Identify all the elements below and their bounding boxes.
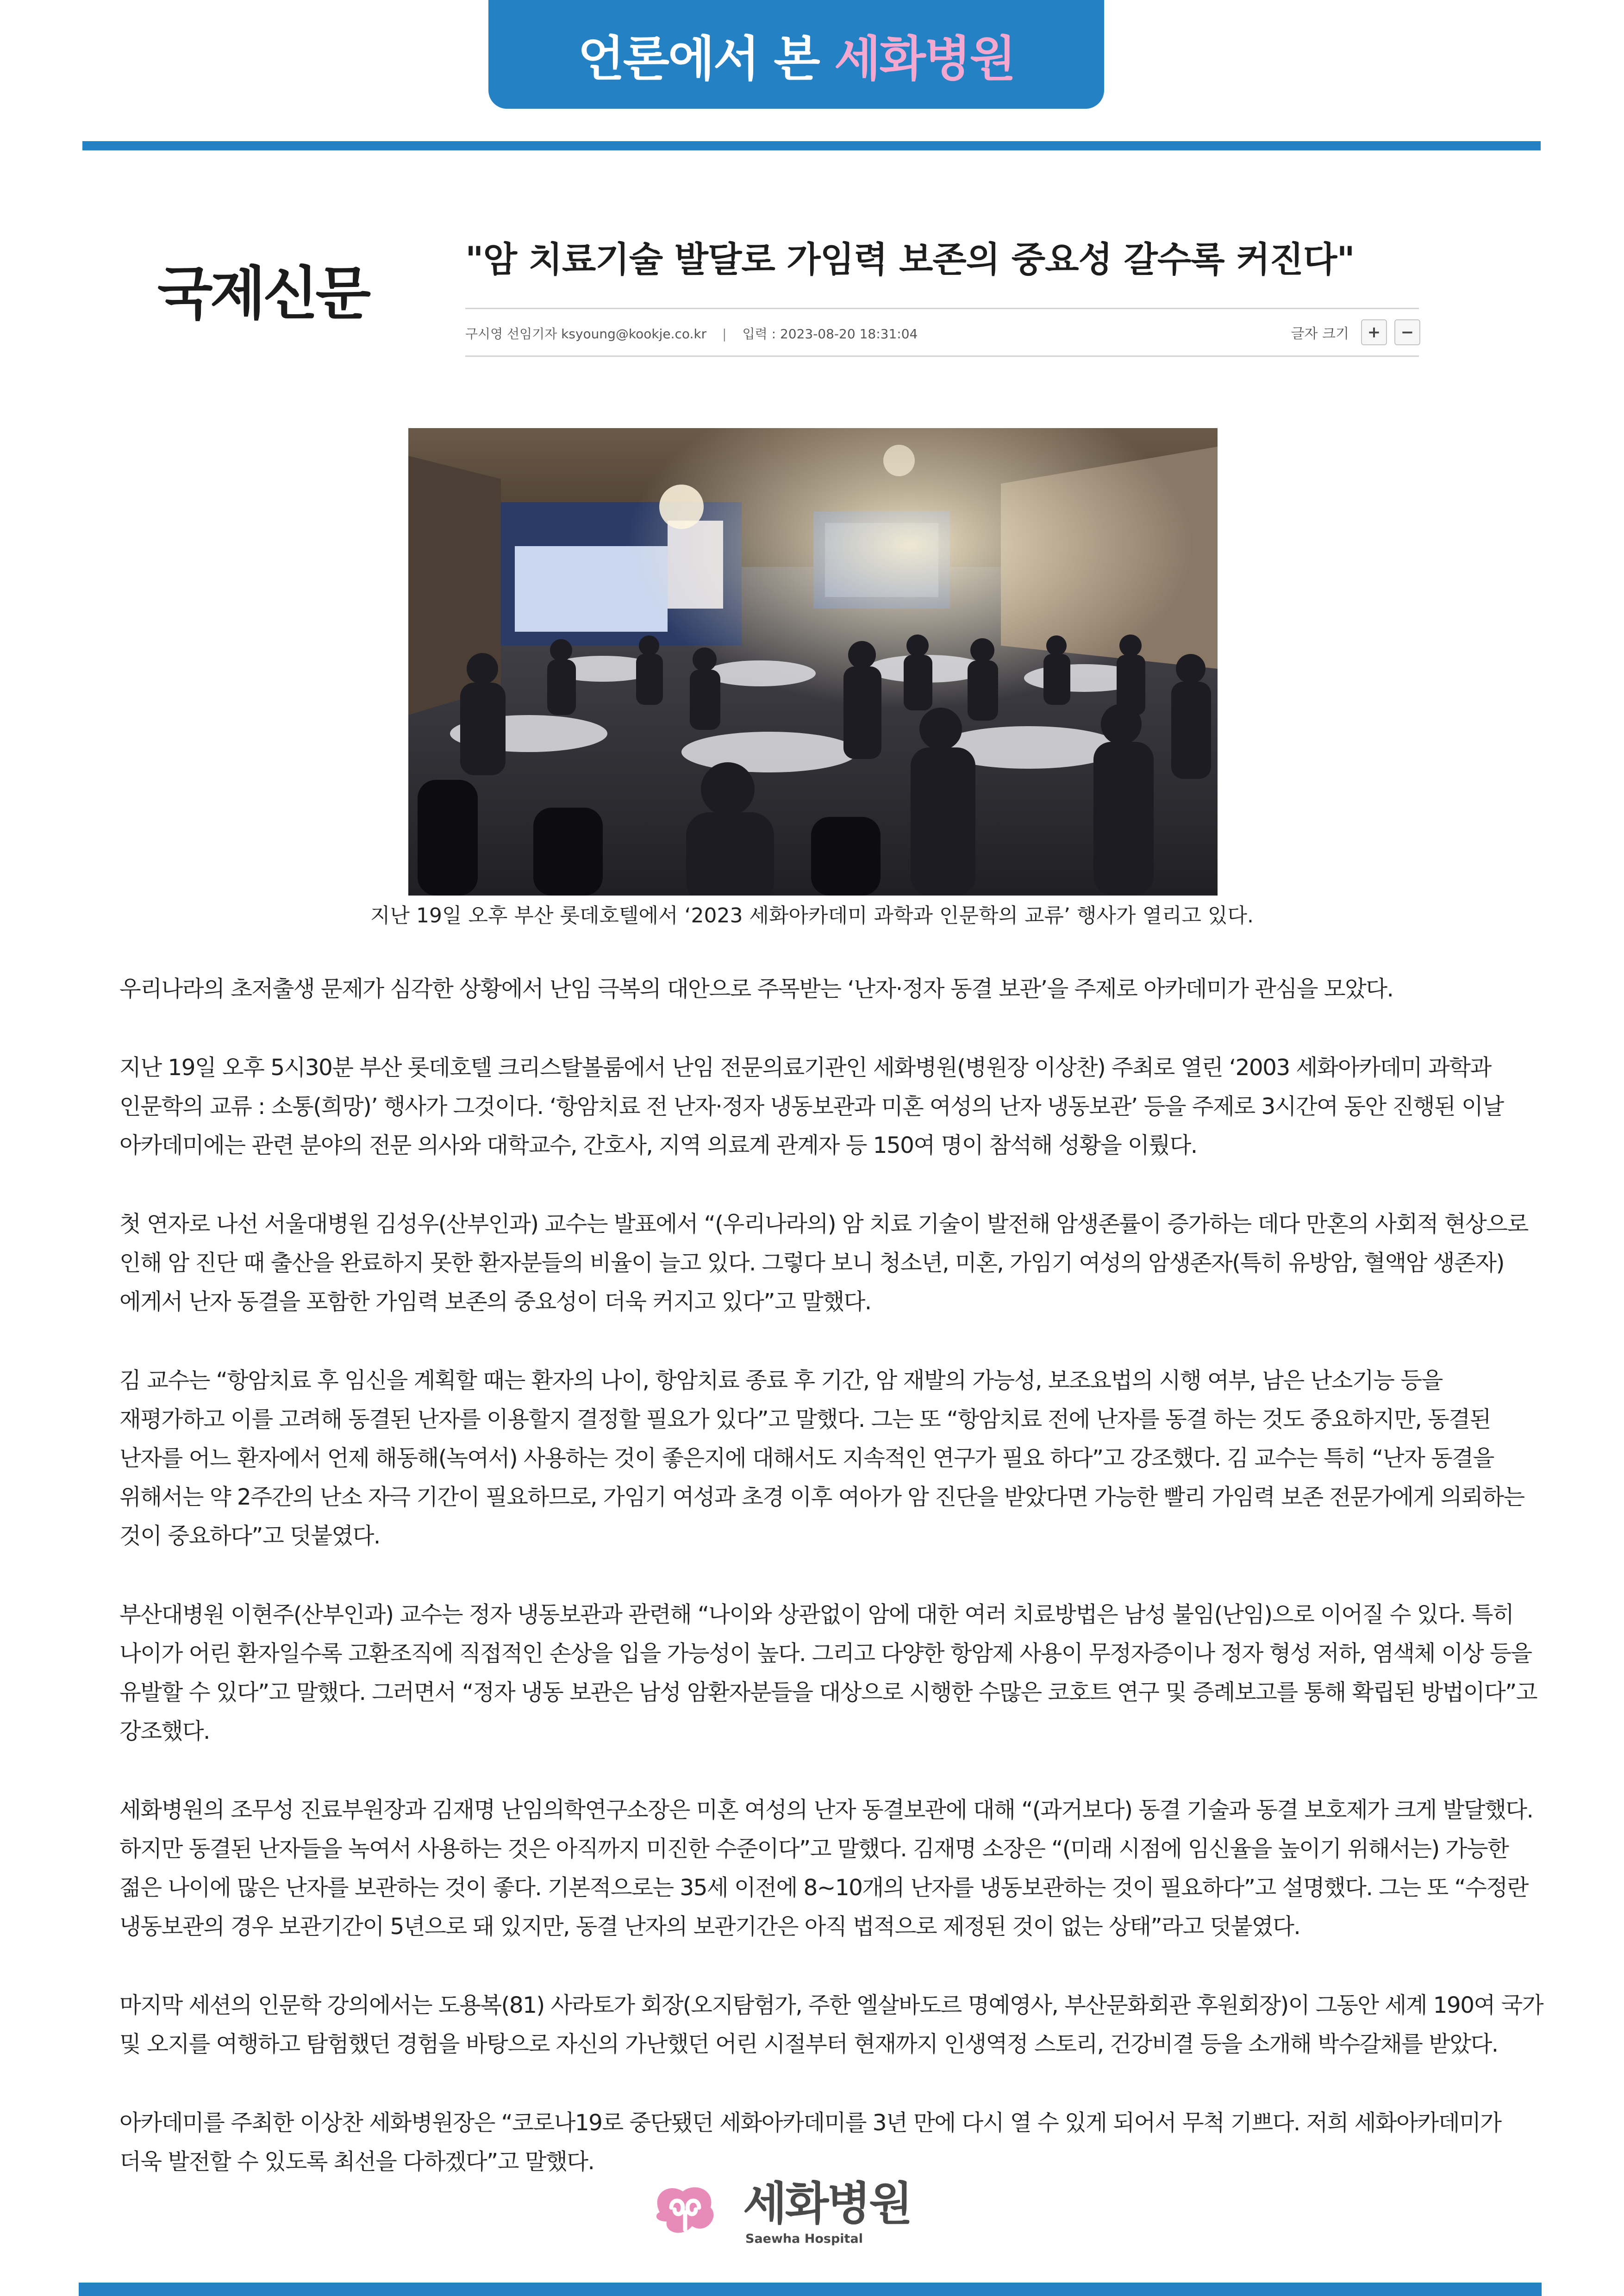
article-headline: "암 치료기술 발달로 가임력 보존의 중요성 갈수록 커진다" [465,239,1355,280]
hospital-name-ko: 세화병원 [743,2178,911,2230]
article-paragraph: 부산대병원 이현주(산부인과) 교수는 정자 냉동보관과 관련해 “나이와 상관없이 암에 대한 여러 치료방법은 남성 불임(난임)으로 이어질 수 있다. 특히 나이가 어린 환자일수록 고환조직에 직접적인 손상을 입을 가능성이 높다. 그리고 다양한 항암제 사용이 무정자증이나 정자 형성 저하, 염색체 이상 등을 유발할 수 있다”고 말했다. 그러면서 “정자 냉동 보관은 남성 암환자분들을 대상으로 시행한 수많은 코호트 연구 및 증례보고를 통해 확립된 방법이다”고 강조했다. [119,1602,1537,1744]
meta-divider-bottom [465,355,1419,357]
meta-separator: | [722,326,727,342]
article-paragraph: 김 교수는 “항암치료 후 임신을 계획할 때는 환자의 나이, 항암치료 종료 후 기간, 암 재발의 가능성, 보조요법의 시행 여부, 남은 난소기능 등을 재평가하고 이를 고려해 동결된 난자를 이용할지 결정할 필요가 있다”고 말했다. 그는 또 “항암치료 전에 난자를 동결 하는 것도 중요하지만, 동결된 난자를 어느 환자에서 언제 해동해(녹여서) 사용하는 것이 좋은지에 대해서도 지속적인 연구가 필요 하다”고 강조했다. 김 교수는 특히 “난자 동결을 위해서는 약 2주간의 난소 자극 기간이 필요하므로, 가임기 여성과 초경 이후 여아가 암 진단을 받았다면 가능한 빨리 가임력 보존 전문가에게 의뢰하는 것이 중요하다”고 덧붙였다. [119,1368,1524,1549]
font-increase-button[interactable]: + [1361,319,1387,345]
banner-title [578,20,1015,89]
byline: 구시영 선임기자 ksyoung@kookje.co.kr [465,326,707,342]
newspaper-logo: 국제신문 [157,260,369,327]
article-paragraph: 아카데미를 주최한 이상찬 세화병원장은 “코로나19로 중단됐던 세화아카데미를 3년 만에 다시 열 수 있게 되어서 무척 기쁘다. 저희 세화아카데미가 더욱 발전할 수 있도록 최선을 다하겠다”고 말했다. [119,2110,1501,2175]
banner-prefix: 언론에서 본 [578,30,834,87]
font-size-label: 글자 크기 [1291,326,1349,342]
article-paragraph: 우리나라의 초저출생 문제가 심각한 상황에서 난임 극복의 대안으로 주목받는 ‘난자·정자 동결 보관’을 주제로 아카데미가 관심을 모았다. [119,976,1393,1002]
publish-date: 입력 : 2023-08-20 18:31:04 [742,326,918,342]
conference-hall-illustration [408,428,1218,896]
meta-divider-top [465,308,1419,309]
article-paragraph: 첫 연자로 나선 서울대병원 김성우(산부인과) 교수는 발표에서 “(우리나라의) 암 치료 기술이 발전해 암생존률이 증가하는 데다 만혼의 사회적 현상으로 인해 암 진단 때 출산을 완료하지 못한 환자분들의 비율이 늘고 있다. 그렇다 보니 청소년, 미혼, 가임기 여성의 암생존자(특히 유방암, 혈액암 생존자)에게서 난자 동결을 포함한 가임력 보존의 중요성이 더욱 커지고 있다”고 말했다. [119,1211,1528,1315]
font-decrease-button[interactable]: − [1394,319,1420,345]
top-divider [82,141,1541,150]
banner-accent: 세화병원 [834,30,1015,87]
article-paragraph: 지난 19일 오후 5시30분 부산 롯데호텔 크리스탈볼룸에서 난임 전문의료기관인 세화병원(병원장 이상찬) 주최로 열린 ‘2003 세화아카데미 과학과 인문학의 교류 : 소통(희망)’ 행사가 그것이다. ‘항암치료 전 난자·정자 냉동보관과 미혼 여성의 난자 냉동보관’ 등을 주제로 3시간여 동안 진행된 이날 아카데미에는 관련 분야의 전문 의사와 대학교수, 간호사, 지역 의료계 관계자 등 150여 명이 참석해 성황을 이뤘다. [119,1055,1504,1158]
article-body [119,970,1545,2221]
article-paragraph: 세화병원의 조무성 진료부원장과 김재명 난임의학연구소장은 미혼 여성의 난자 동결보관에 대해 “(과거보다) 동결 기술과 동결 보호제가 크게 발달했다. 하지만 동결된 난자들을 녹여서 사용하는 것은 아직까지 미진한 수준이다”고 말했다. 김재명 소장은 “(미래 시점에 임신율을 높이기 위해서는) 가능한 젊은 나이에 많은 난자를 보관하는 것이 좋다. 기본적으로는 35세 이전에 8~10개의 난자를 냉동보관하는 것이 필요하다”고 설명했다. 그는 또 “수정란 냉동보관의 경우 보관기간이 5년으로 돼 있지만, 동결 난자의 보관기간은 아직 법적으로 제정된 것이 없는 상태”라고 덧붙였다. [119,1797,1533,1940]
article-photo [408,428,1218,896]
article-meta [465,324,918,342]
bottom-divider [79,2283,1542,2296]
article-paragraph: 마지막 세션의 인문학 강의에서는 도용복(81) 사라토가 회장(오지탐험가, 주한 엘살바도르 명예영사, 부산문화회관 후원회장)이 그동안 세계 190여 국가 및 오지를 여행하고 탐험했던 경험을 바탕으로 자신의 가난했던 어린 시절부터 현재까지 인생역정 스토리, 건강비결 등을 소개해 박수갈채를 받았다. [119,1992,1543,2057]
header-banner [488,0,1104,109]
hospital-name-en: Saewha Hospital [745,2232,863,2246]
photo-caption: 지난 19일 오후 부산 롯데호텔에서 ‘2023 세화아카데미 과학과 인문학의 교류’ 행사가 열리고 있다. [370,904,1254,927]
font-size-control [1291,319,1420,345]
